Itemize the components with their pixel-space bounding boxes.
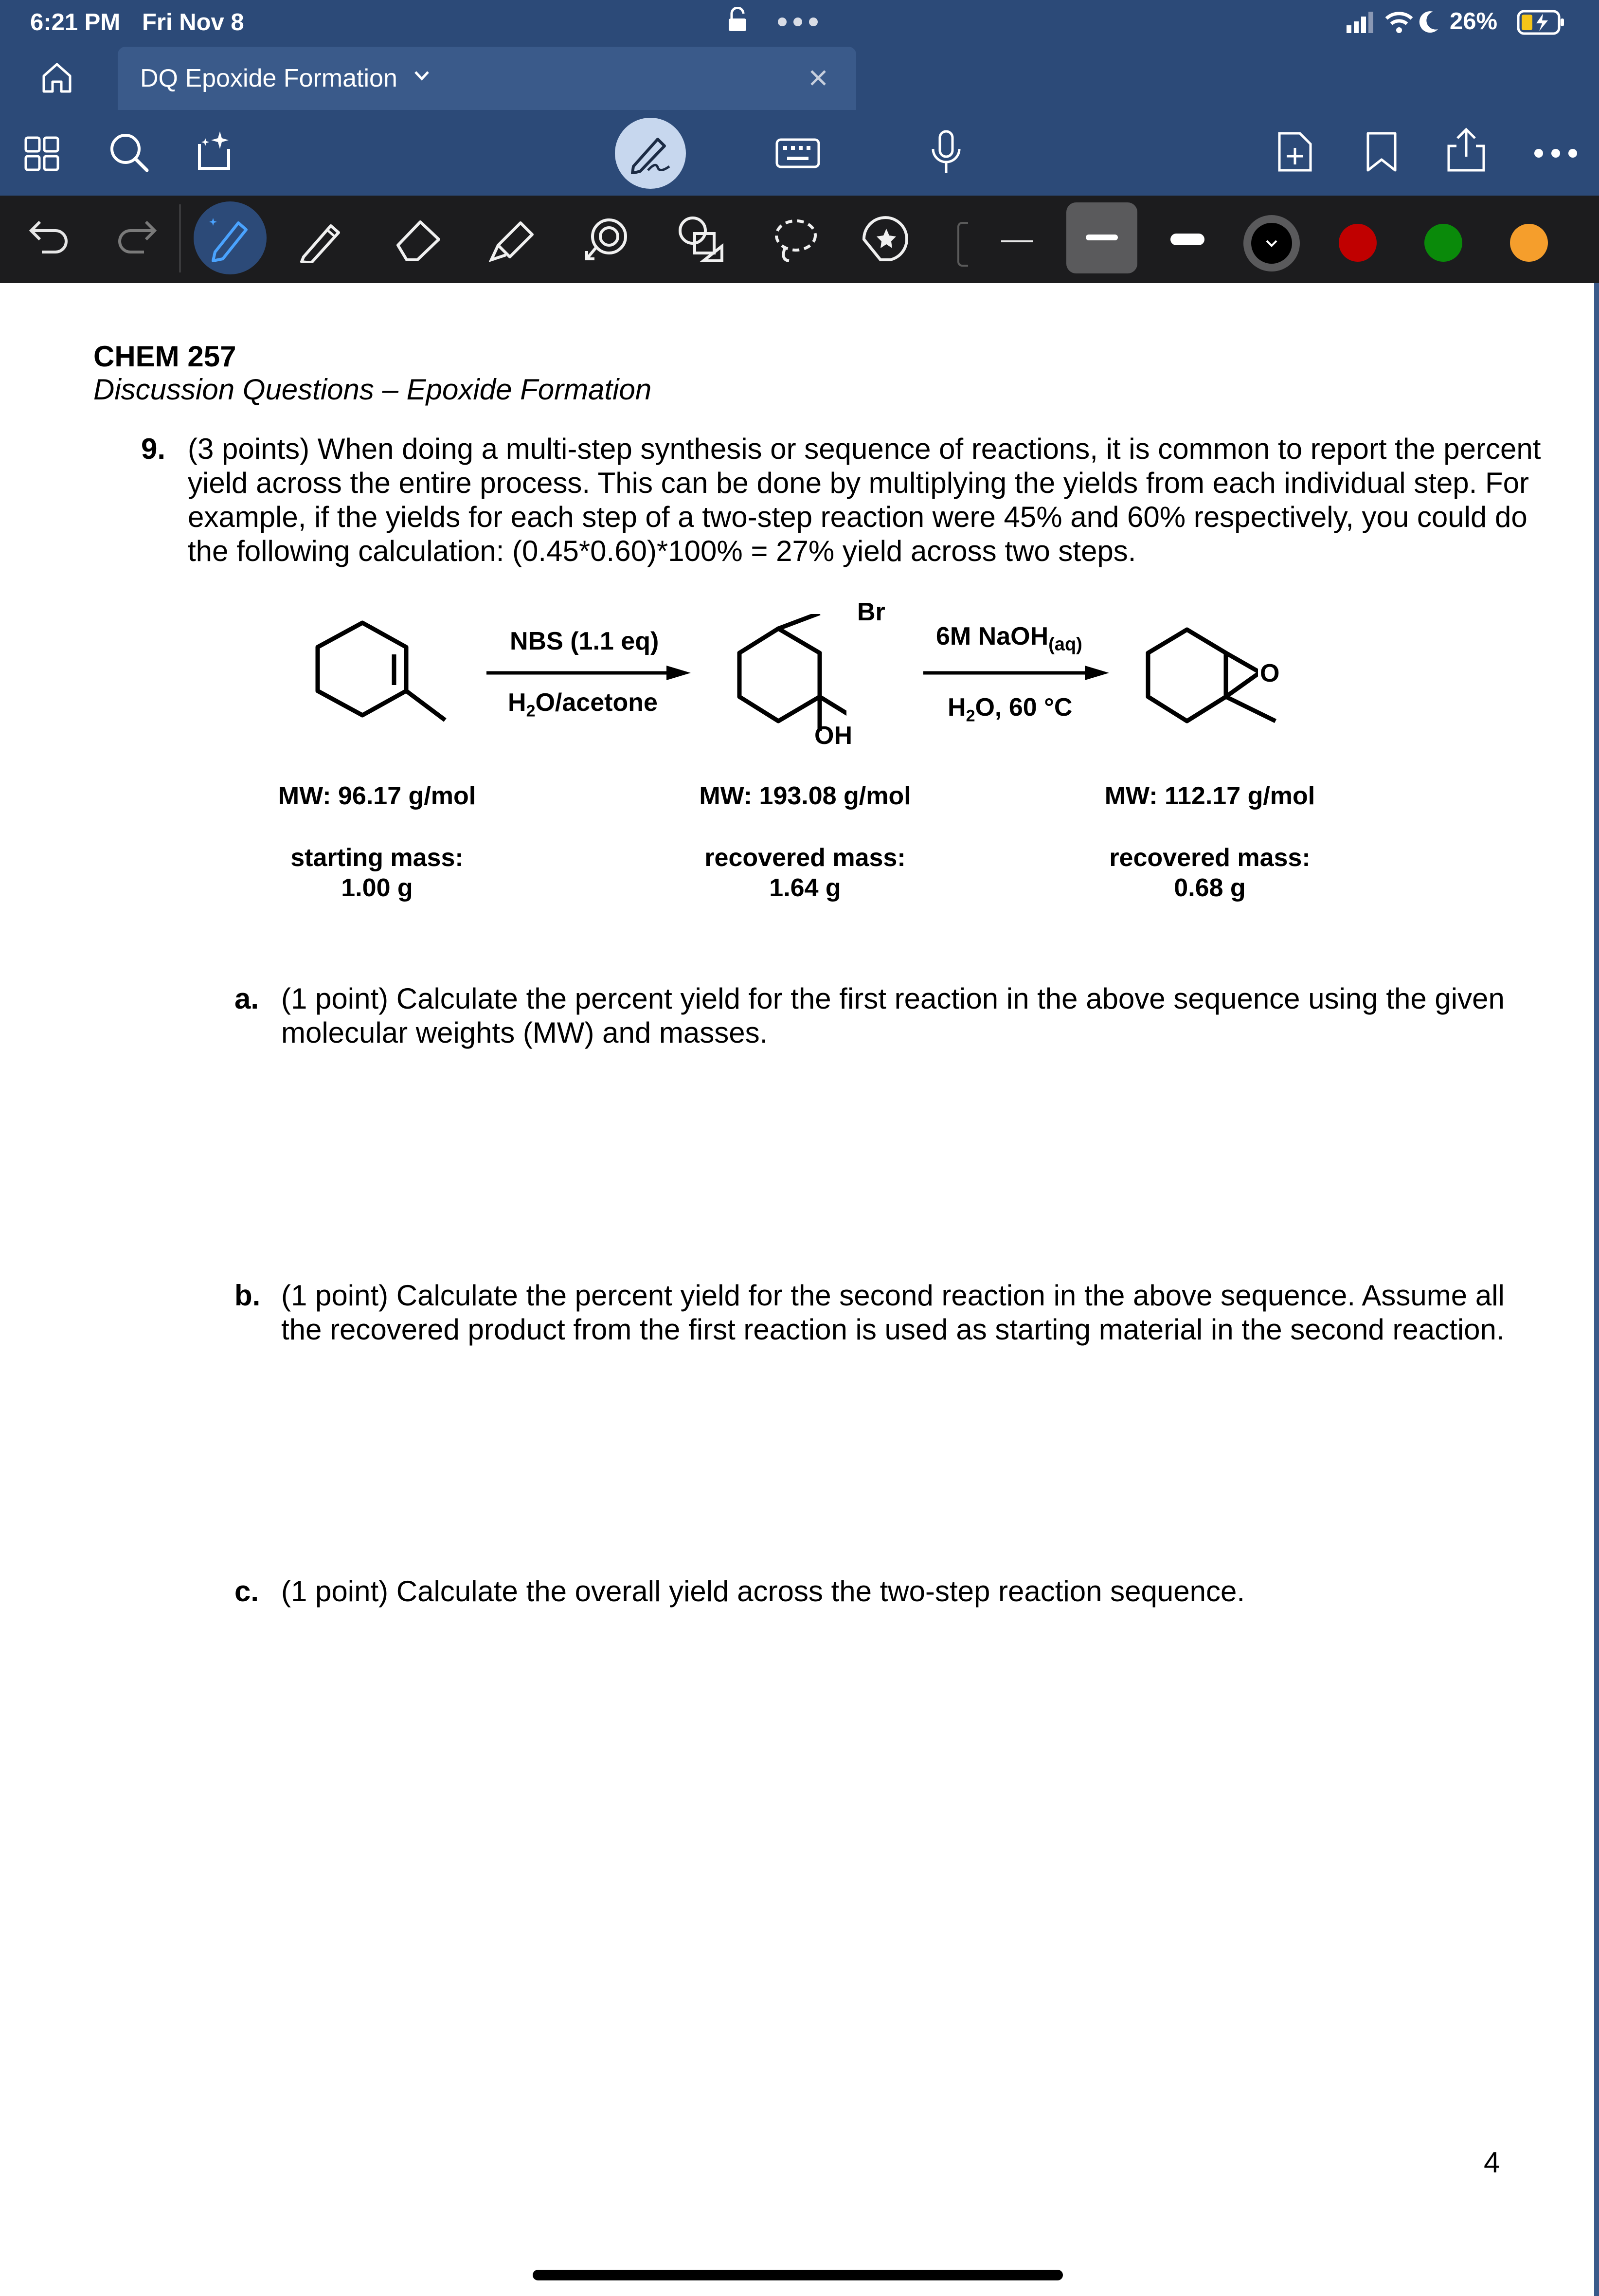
part-c-letter: c.	[234, 1575, 259, 1608]
course-title: CHEM 257	[93, 340, 236, 373]
pencil-icon[interactable]	[299, 216, 347, 263]
question-9-text	[188, 432, 1541, 568]
reagent-2-bottom: $H_2O$, 60 °C	[948, 693, 1073, 725]
part-c-text: (1 point) Calculate the overall yield across the two-step reaction sequence.	[281, 1575, 1245, 1608]
handwriting-button[interactable]	[615, 118, 686, 189]
part-a-letter: a.	[234, 982, 259, 1015]
medium-stroke-option[interactable]	[1066, 202, 1137, 273]
document-tab[interactable]	[118, 47, 856, 110]
reagent-1-bottom: $H_2O$/acetone	[508, 688, 658, 721]
question-9-line: example, if the yields for each step of a two-step reaction were 45% and 60% respectively, you could do	[188, 501, 1527, 533]
recovered-mass-2-label: recovered mass:	[1109, 844, 1311, 872]
microphone-icon[interactable]	[929, 129, 963, 176]
reagent-2-name: 6M NaOH	[936, 622, 1049, 651]
recovered-mass-1-block	[662, 843, 949, 903]
thin-stroke-option[interactable]	[1001, 240, 1033, 242]
recovered-mass-2-block	[1066, 843, 1353, 903]
lasso-icon[interactable]	[582, 217, 630, 261]
hydroxyl-label: OH	[814, 722, 852, 750]
reaction-arrow-1	[486, 666, 691, 680]
home-icon[interactable]	[40, 61, 74, 93]
part-a-line: (1 point) Calculate the percent yield for the first reaction in the above sequence using the given	[281, 982, 1505, 1015]
keyboard-icon[interactable]	[775, 138, 820, 169]
undo-icon[interactable]	[27, 217, 71, 256]
starting-mass-block	[234, 843, 521, 903]
part-b-text	[281, 1279, 1505, 1347]
more-icon[interactable]	[1533, 148, 1578, 159]
thick-stroke-option[interactable]	[1170, 234, 1204, 245]
status-date: Fri Nov 8	[142, 9, 244, 36]
reagent-1-top: NBS (1.1 eq)	[510, 627, 659, 655]
question-9-line: (3 points) When doing a multi-step synthesis or sequence of reactions, it is common to report the percent	[188, 433, 1541, 465]
share-icon[interactable]	[1446, 127, 1487, 173]
pen-icon	[208, 214, 253, 263]
wifi-icon	[1384, 10, 1414, 34]
epoxide-oxygen-label: O	[1260, 659, 1280, 687]
color-green-swatch[interactable]	[1424, 224, 1462, 262]
battery-percent: 26%	[1450, 8, 1498, 35]
sticker-icon[interactable]	[861, 216, 912, 263]
part-b-line: (1 point) Calculate the percent yield for the second reaction in the above sequence. Assume all	[281, 1279, 1505, 1312]
bromohydrin-structure	[735, 614, 846, 731]
recovered-mass-1-label: recovered mass:	[704, 844, 906, 872]
mw-bromohydrin: MW: 193.08 g/mol	[699, 782, 911, 810]
lock-icon	[728, 7, 747, 32]
part-b-line: the recovered product from the first reaction is used as starting material in the second reaction.	[281, 1313, 1505, 1346]
starting-mass-value: 1.00 g	[341, 874, 413, 902]
grid-icon[interactable]	[24, 136, 59, 171]
page-number: 4	[1484, 2146, 1500, 2179]
partial-tool-icon[interactable]	[957, 222, 968, 267]
toolbar-divider	[179, 204, 181, 272]
methylcyclohexene-structure	[306, 618, 452, 735]
sparkle-icon[interactable]	[191, 129, 237, 173]
reagent-2-top	[936, 622, 1082, 655]
bromine-label: Br	[857, 598, 885, 626]
reaction-arrow-2	[923, 666, 1109, 680]
signal-icon	[1347, 11, 1376, 34]
medium-stroke-line	[1086, 235, 1118, 240]
chevron-down-icon	[1265, 239, 1278, 248]
color-red-swatch[interactable]	[1339, 224, 1377, 262]
part-a-line: molecular weights (MW) and masses.	[281, 1016, 768, 1049]
recovered-mass-2-value: 0.68 g	[1174, 874, 1246, 902]
question-9-number: 9.	[141, 433, 166, 465]
chevron-down-icon[interactable]	[413, 70, 430, 82]
add-page-icon[interactable]	[1276, 130, 1313, 173]
battery-icon	[1517, 10, 1565, 35]
recovered-mass-1-value: 1.64 g	[769, 874, 841, 902]
mw-starting-material: MW: 96.17 g/mol	[278, 782, 476, 810]
redo-icon[interactable]	[115, 217, 159, 256]
reagent-2-subscript: (aq)	[1048, 634, 1082, 655]
mw-epoxide: MW: 112.17 g/mol	[1104, 782, 1315, 810]
handwriting-icon	[629, 132, 672, 174]
starting-mass-label: starting mass:	[290, 844, 464, 872]
question-9-line: yield across the entire process. This can be done by multiplying the yields from each individual step. For	[188, 467, 1529, 499]
highlighter-icon[interactable]	[488, 216, 537, 263]
moon-icon	[1419, 10, 1440, 34]
multitask-dots-icon[interactable]	[777, 17, 819, 27]
status-time: 6:21 PM	[30, 9, 121, 36]
document-subtitle: Discussion Questions – Epoxide Formation	[93, 373, 652, 406]
lasso-select-icon[interactable]	[771, 216, 819, 263]
home-indicator[interactable]	[533, 2270, 1063, 2280]
pen-tool-button[interactable]	[194, 201, 267, 274]
tab-title: DQ Epoxide Formation	[140, 64, 397, 92]
search-icon[interactable]	[108, 131, 150, 173]
color-black-selected[interactable]	[1243, 215, 1300, 271]
shapes-icon[interactable]	[675, 214, 724, 263]
part-b-letter: b.	[234, 1279, 261, 1312]
close-icon[interactable]	[808, 68, 828, 88]
scroll-gutter	[1594, 283, 1599, 2296]
color-orange-swatch[interactable]	[1510, 224, 1548, 262]
eraser-icon[interactable]	[394, 217, 443, 261]
question-9-line: the following calculation: (0.45*0.60)*100% = 27% yield across two steps.	[188, 535, 1136, 567]
bookmark-icon[interactable]	[1365, 131, 1398, 172]
part-a-text	[281, 982, 1505, 1050]
